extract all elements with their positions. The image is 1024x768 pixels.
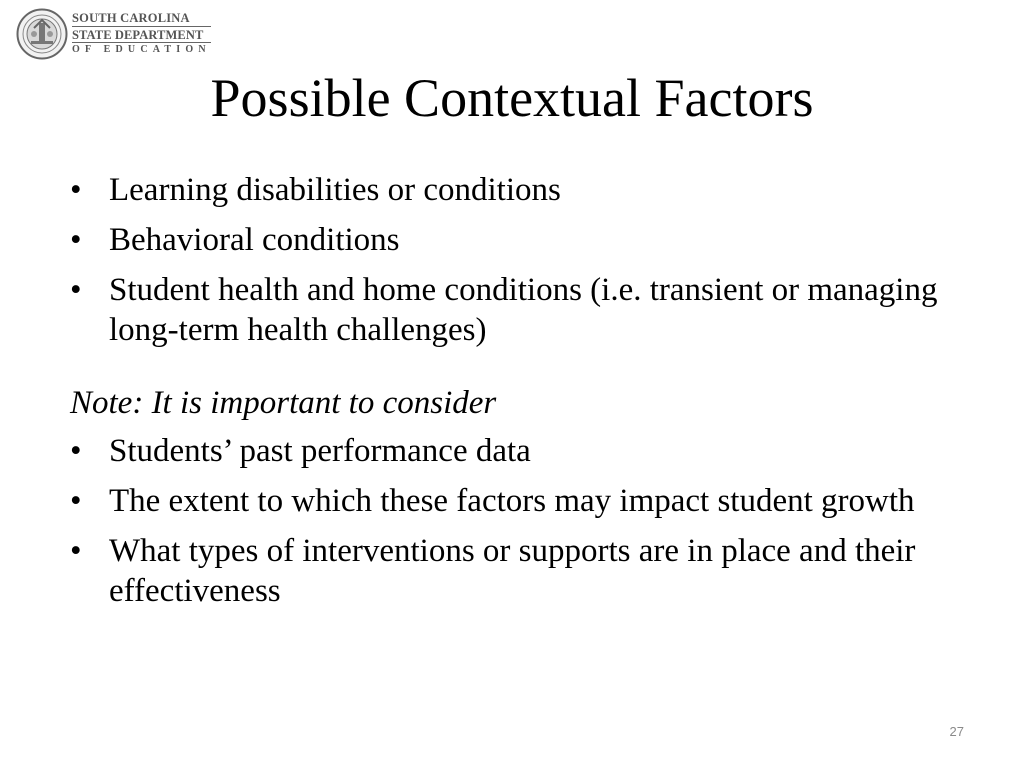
consideration-list	[70, 431, 970, 611]
page-number: 27	[949, 724, 964, 739]
logo-text	[72, 12, 211, 55]
bullet-dot: •	[70, 272, 82, 308]
bullet-item	[70, 270, 970, 350]
bullet-item	[70, 431, 970, 471]
sc-department-of-education-logo	[10, 8, 210, 60]
bullet-text: Learning disabilities or conditions	[109, 172, 561, 208]
state-seal-icon	[16, 8, 68, 60]
bullet-dot: •	[70, 533, 82, 569]
logo-line-education: OF EDUCATION	[72, 44, 211, 55]
bullet-item	[70, 531, 970, 611]
slide-title: Possible Contextual Factors	[210, 68, 814, 128]
bullet-text: The extent to which these factors may impact student growth	[109, 483, 915, 519]
bullet-text: Behavioral conditions	[109, 222, 400, 258]
factor-list	[70, 170, 970, 350]
bullet-item	[70, 481, 970, 521]
bullet-text: What types of interventions or supports are in place and their effectiveness	[109, 533, 916, 609]
bullet-dot: •	[70, 483, 82, 519]
note-heading: Note: It is important to consider	[70, 385, 497, 421]
slide-content	[70, 170, 970, 621]
bullet-text: Student health and home conditions (i.e. transient or managing long-term health challenges)	[109, 272, 938, 348]
bullet-item	[70, 170, 970, 210]
logo-line-state: SOUTH CAROLINA	[72, 12, 211, 27]
logo-line-department: STATE DEPARTMENT	[72, 27, 211, 44]
bullet-text: Students’ past performance data	[109, 433, 531, 469]
bullet-dot: •	[70, 172, 82, 208]
bullet-dot: •	[70, 433, 82, 469]
bullet-item	[70, 220, 970, 260]
bullet-dot: •	[70, 222, 82, 258]
